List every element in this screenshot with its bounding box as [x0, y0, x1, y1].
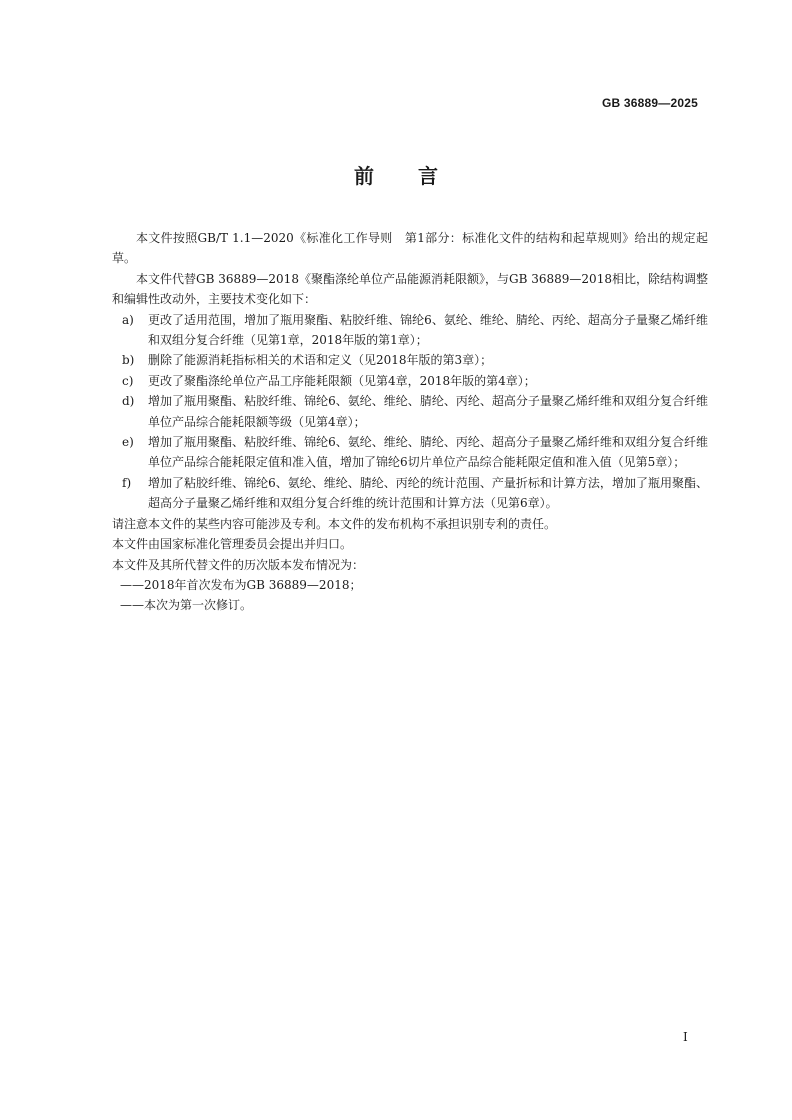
replacement-paragraph: 本文件代替GB 36889—2018《聚酯涤纶单位产品能源消耗限额》，与GB 36889—2018相比，除结构调整和编辑性改动外，主要技术变化如下：: [112, 271, 708, 307]
changes-list: [112, 310, 708, 514]
drafting-rules-paragraph: 本文件按照GB/T 1.1—2020《标准化工作导则 第1部分：标准化文件的结构和起草规则》给出的规定起草。: [112, 231, 708, 266]
list-item: [112, 350, 708, 370]
page-title: [0, 160, 792, 189]
list-item-label: f): [122, 475, 132, 490]
title-char-1: 前: [354, 164, 374, 188]
list-item-label: a): [122, 312, 134, 327]
document-body: [112, 228, 708, 616]
list-item-text: 删除了能源消耗指标相关的术语和定义（见2018年版的第3章）；: [148, 353, 493, 368]
history-intro: 本文件及其所代替文件的历次版本发布情况为：: [112, 557, 365, 572]
page-number: I: [683, 1030, 688, 1044]
list-item-label: e): [122, 435, 134, 450]
list-item-text: 更改了适用范围，增加了瓶用聚酯、粘胶纤维、锦纶6、氨纶、维纶、腈纶、丙纶、超高分子量聚乙烯纤维和双组分复合纤维（见第1章，2018年版的第1章）；: [148, 312, 708, 348]
patent-notice: 请注意本文件的某些内容可能涉及专利。本文件的发布机构不承担识别专利的责任。: [112, 516, 557, 531]
list-item: [112, 473, 708, 514]
list-item: [112, 432, 708, 473]
list-item-label: c): [122, 373, 134, 388]
list-item-label: d): [122, 394, 135, 409]
list-item: [112, 371, 708, 391]
history-entry-2: ——本次为第一次修订。: [120, 598, 253, 613]
list-item-text: 增加了瓶用聚酯、粘胶纤维、锦纶6、氨纶、维纶、腈纶、丙纶、超高分子量聚乙烯纤维和双组分复合纤维单位产品综合能耗限定值和准入值，增加了锦纶6切片单位产品综合能耗限定值和准入值（见第5章）；: [148, 435, 708, 470]
list-item-text: 增加了瓶用聚酯、粘胶纤维、锦纶6、氨纶、维纶、腈纶、丙纶、超高分子量聚乙烯纤维和双组分复合纤维单位产品综合能耗限额等级（见第4章）；: [148, 394, 708, 429]
standard-code: GB 36889—2025: [602, 96, 698, 110]
list-item-text: 更改了聚酯涤纶单位产品工序能耗限额（见第4章，2018年版的第4章）；: [148, 373, 536, 388]
list-item: [112, 391, 708, 432]
history-entry-1: ——2018年首次发布为GB 36889—2018；: [120, 577, 362, 592]
list-item-text: 增加了粘胶纤维、锦纶6、氨纶、维纶、腈纶、丙纶的统计范围、产量折标和计算方法，增加了瓶用聚酯、超高分子量聚乙烯纤维和双组分复合纤维的统计范围和计算方法（见第6章）。: [148, 475, 708, 511]
proposer-statement: 本文件由国家标准化管理委员会提出并归口。: [112, 537, 353, 552]
list-item: [112, 310, 708, 351]
list-item-label: b): [122, 353, 135, 368]
title-char-2: 言: [418, 164, 438, 188]
